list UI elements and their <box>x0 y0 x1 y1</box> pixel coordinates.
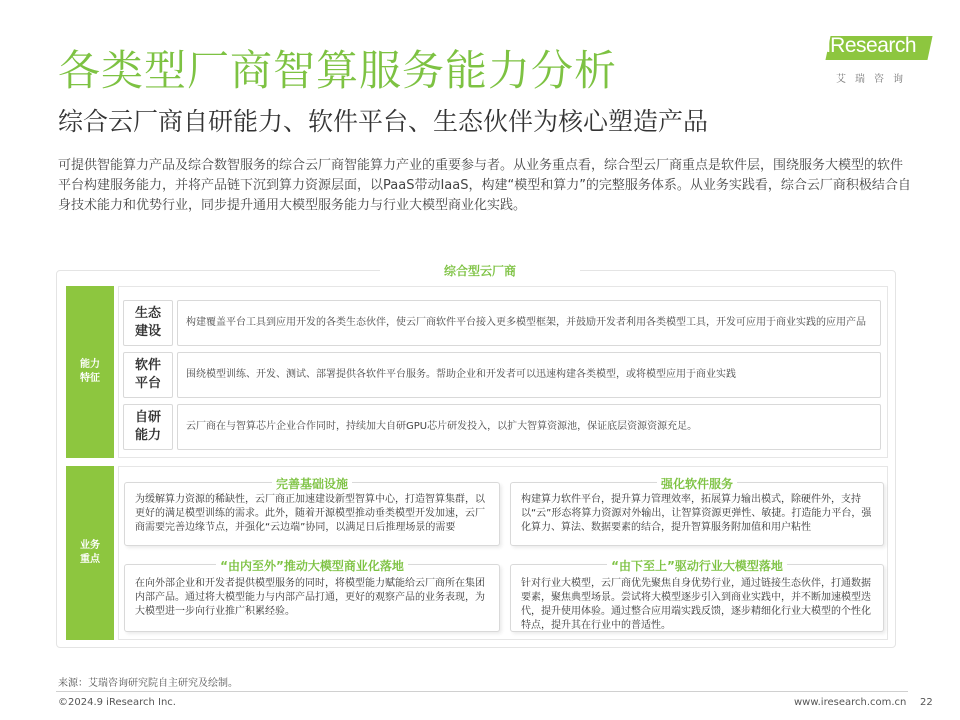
copyright: ©2024.9 iResearch Inc. <box>58 697 176 708</box>
ability-label: 生态 建设 <box>123 300 173 346</box>
business-card <box>124 477 500 546</box>
logo-text: iResearch <box>826 34 917 57</box>
ability-label: 软件 平台 <box>123 352 173 398</box>
business-card-title: 强化软件服务 <box>511 475 883 492</box>
page-title: 各类型厂商智算服务能力分析 <box>58 46 618 95</box>
business-card <box>510 477 884 546</box>
business-card <box>510 559 884 632</box>
website-link[interactable]: www.iresearch.com.cn <box>794 697 907 708</box>
ability-row <box>123 404 883 450</box>
business-card <box>124 559 500 632</box>
business-tab-label: 业务 重点 <box>80 540 100 565</box>
ability-desc: 云厂商在与智算芯片企业合作同时，持续加大自研GPU芯片研发投入，以扩大智算资源池，保证底层资源资源充足。 <box>177 404 881 450</box>
ability-label: 自研 能力 <box>123 404 173 450</box>
footer-divider <box>56 691 908 692</box>
business-card-body: 构建算力软件平台，提升算力管理效率，拓展算力输出模式，除硬件外，支持以“云”形态将算力资源对外输出，让智算资源更弹性、敏捷。打造能力平台，强化算力、算法、数据要素的结合，提升智算服务附加值和用户粘性 <box>521 494 872 533</box>
business-tab <box>66 466 114 640</box>
ability-row <box>123 300 883 346</box>
main-panel-title: 综合型云厂商 <box>380 262 580 279</box>
business-card-title: 完善基础设施 <box>125 475 499 492</box>
source-note: 来源：艾瑞咨询研究院自主研究及绘制。 <box>58 678 238 689</box>
logo-subtext: 艾瑞咨询 <box>836 74 912 85</box>
ability-desc: 构建覆盖平台工具到应用开发的各类生态伙伴，使云厂商软件平台接入更多模型框架，并鼓励开发者利用各类模型工具，开发可应用于商业实践的应用产品 <box>177 300 881 346</box>
business-card-title: “由下至上”驱动行业大模型落地 <box>511 557 883 574</box>
business-card-body: 为缓解算力资源的稀缺性，云厂商正加速建设新型智算中心，打造智算集群，以更好的满足模型训练的需求。此外，随着开源模型推动垂类模型开发加速，云厂商需要完善边缘节点，并强化“云边端”协同，以满足日后推理场景的需要 <box>135 494 485 533</box>
iresearch-logo <box>822 30 934 86</box>
ability-tab-label: 能力 特征 <box>80 359 100 384</box>
ability-desc: 围绕模型训练、开发、测试、部署提供各软件平台服务。帮助企业和开发者可以迅速构建各类模型，或将模型应用于商业实践 <box>177 352 881 398</box>
business-card-title: “由内至外”推动大模型商业化落地 <box>125 557 499 574</box>
business-card-body: 针对行业大模型，云厂商优先聚焦自身优势行业，通过链接生态伙伴，打通数据要素，聚焦典型场景。尝试将大模型逐步引入到商业实践中，并不断加速模型迭代，提升使用体验。通过整合应用端实践反馈，逐步精细化行业大模型的个性化特点，提升其在行业中的普适性。 <box>521 578 871 631</box>
ability-row <box>123 352 883 398</box>
intro-paragraph: 可提供智能算力产品及综合数智服务的综合云厂商智能算力产业的重要参与者。从业务重点看，综合型云厂商重点是软件层，围绕服务大模型的软件平台构建服务能力，并将产品链下沉到算力资源层面，以PaaS带动IaaS，构建“模型和算力”的完整服务体系。从业务实践看，综合云厂商积极结合自身技术能力和优势行业，同步提升通用大模型服务能力与行业大模型商业化实践。 <box>58 158 911 213</box>
business-card-body: 在向外部企业和开发者提供模型服务的同时，将模型能力赋能给云厂商所在集团内部产品。通过将大模型能力与内部产品打通，更好的观察产品的业务表现，为大模型进一步向行业推广积累经验。 <box>135 578 485 617</box>
page-number: 22 <box>920 697 933 708</box>
page-subtitle: 综合云厂商自研能力、软件平台、生态伙伴为核心塑造产品 <box>58 107 709 136</box>
ability-tab <box>66 286 114 458</box>
